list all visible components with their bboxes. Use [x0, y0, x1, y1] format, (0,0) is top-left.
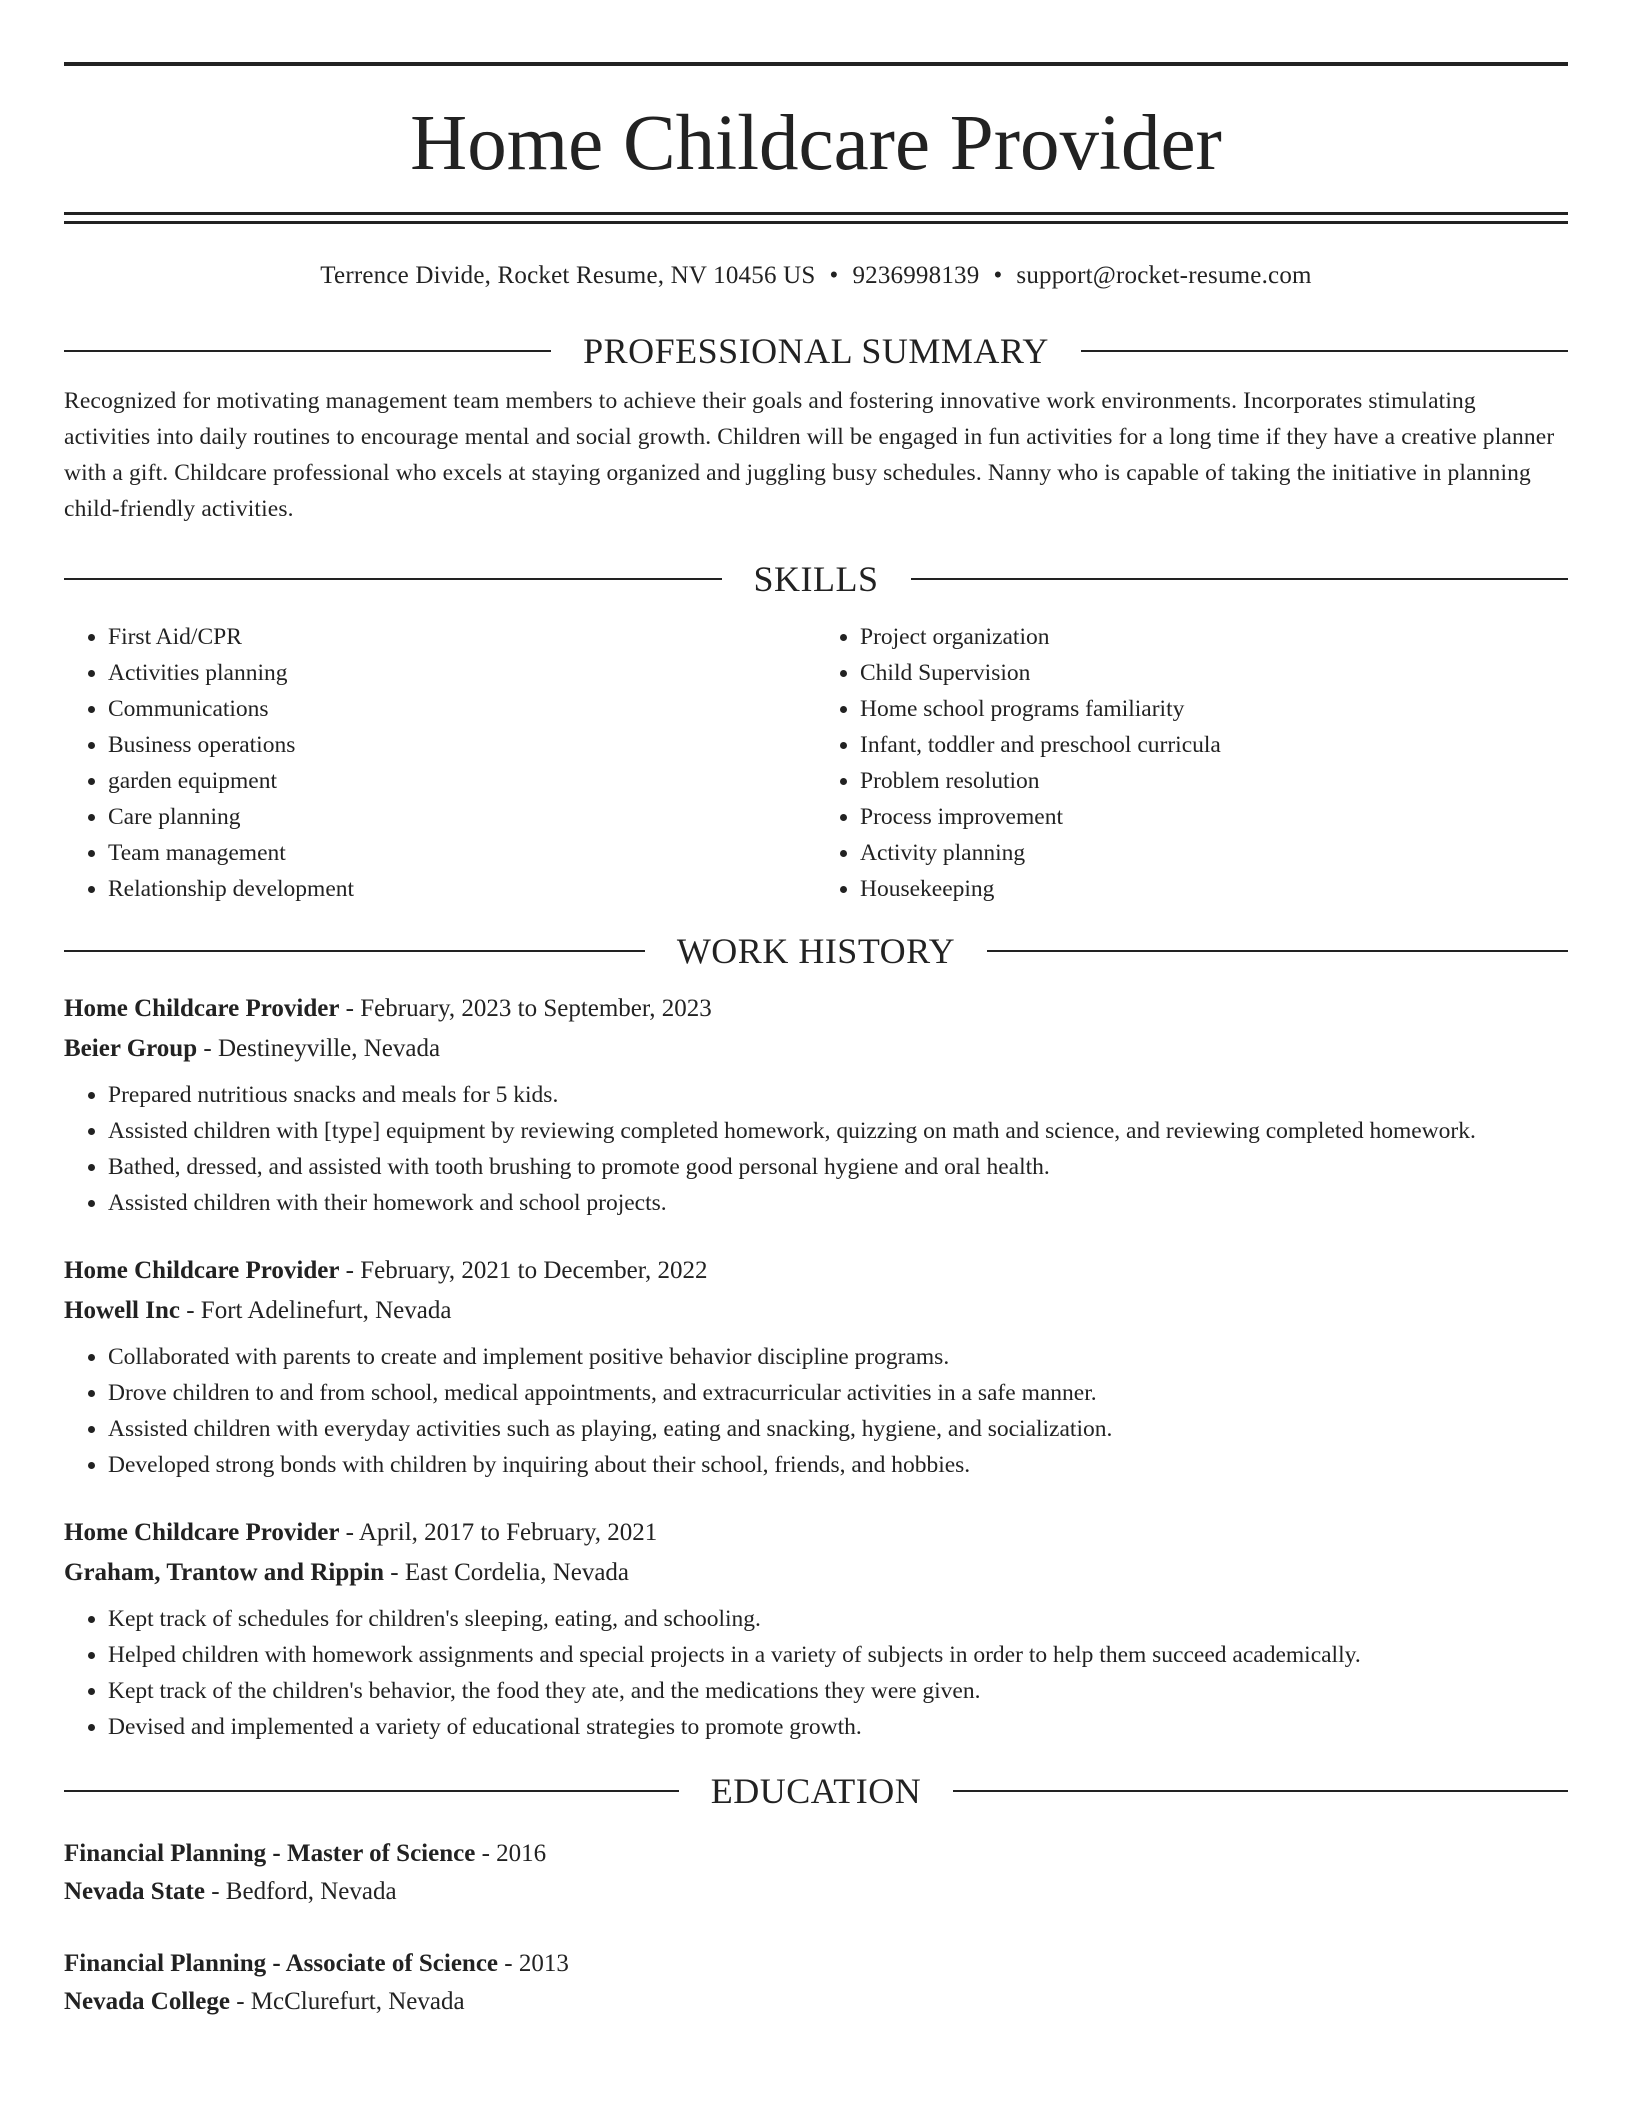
section-heading-skills [64, 559, 1568, 599]
job-role: Home Childcare Provider [64, 995, 340, 1022]
section-heading-work [64, 931, 1568, 971]
skill-item: • Activities planning [108, 655, 816, 691]
job-bullet: • Kept track of the children's behavior, the food they ate, and the medications they were given. [108, 1673, 1568, 1709]
skill-item: • Communications [108, 691, 816, 727]
education-year: 2016 [496, 1840, 547, 1867]
section-title: SKILLS [753, 559, 879, 599]
job-role: Home Childcare Provider [64, 1257, 340, 1284]
job-bullet: • Drove children to and from school, medical appointments, and extracurricular activities in a safe manner. [108, 1375, 1568, 1411]
job-bullets [64, 1077, 1568, 1221]
job-bullets [64, 1339, 1568, 1483]
skills-column-left [64, 619, 816, 907]
skills-column-right [816, 619, 1568, 907]
contact-phone: 9236998139 [852, 262, 980, 289]
skill-item: • Business operations [108, 727, 816, 763]
job-bullet: • Devised and implemented a variety of educational strategies to promote growth. [108, 1709, 1568, 1745]
job-title-line: Home Childcare Provider - April, 2017 to February, 2021 [64, 1519, 658, 1546]
job-role: Home Childcare Provider [64, 1519, 340, 1546]
education-field: Financial Planning [64, 1950, 267, 1977]
education-school: Nevada State [64, 1878, 205, 1905]
page-title: Home Childcare Provider [410, 100, 1222, 187]
education-school: Nevada College [64, 1988, 230, 2015]
contact-separator: • [829, 262, 839, 289]
summary-paragraph: Recognized for motivating management team members to achieve their goals and fostering innovative work environments. Incorporates stimulating activities into daily routines to encourage mental and social growth. Children will be engaged in fun activities for a long time if they have a creative planner with a gift. Childcare professional who excels at staying organized and juggling busy schedules. Nanny who is capable of taking the initiative in planning child-friendly activities. [64, 388, 1555, 522]
job-company: Beier Group [64, 1035, 198, 1062]
skill-item: • garden equipment [108, 763, 816, 799]
job-bullets [64, 1601, 1568, 1745]
divider [64, 578, 722, 580]
job-company-line: Graham, Trantow and Rippin - East Cordelia, Nevada [64, 1559, 630, 1586]
job-title-line: Home Childcare Provider - February, 2021 to December, 2022 [64, 1257, 708, 1284]
job-bullet: • Assisted children with their homework and school projects. [108, 1185, 1568, 1221]
education-degree-line: Financial Planning - Associate of Science - 2013 [64, 1950, 569, 1977]
section-title: EDUCATION [710, 1771, 922, 1811]
divider [953, 1790, 1568, 1792]
job-bullet: • Collaborated with parents to create and implement positive behavior discipline programs. [108, 1339, 1568, 1375]
education-location: McClurefurt, Nevada [250, 1988, 465, 2015]
job-dates: April, 2017 to February, 2021 [358, 1519, 658, 1546]
divider [64, 1790, 679, 1792]
education-degree: Associate of Science [285, 1950, 499, 1977]
divider [64, 950, 645, 952]
job-bullet: • Assisted children with everyday activities such as playing, eating and snacking, hygiene, and socialization. [108, 1411, 1568, 1447]
education-school-line: Nevada College - McClurefurt, Nevada [64, 1988, 465, 2015]
education-entry [64, 1945, 1568, 2021]
section-title: WORK HISTORY [676, 931, 956, 971]
job-bullet: • Helped children with homework assignments and special projects in a variety of subjects in order to help them succeed academically. [108, 1637, 1568, 1673]
job-entry [64, 1251, 1568, 1483]
job-bullet: • Bathed, dressed, and assisted with tooth brushing to promote good personal hygiene and oral health. [108, 1149, 1568, 1185]
skill-item: • Infant, toddler and preschool curricula [860, 727, 1568, 763]
skill-item: • Home school programs familiarity [860, 691, 1568, 727]
contact-email: support@rocket-resume.com [1016, 262, 1312, 289]
education-degree: Master of Science [286, 1840, 476, 1867]
skill-item: • Project organization [860, 619, 1568, 655]
job-dates: February, 2021 to December, 2022 [360, 1257, 708, 1284]
job-company-line: Howell Inc - Fort Adelinefurt, Nevada [64, 1297, 452, 1324]
job-bullet: • Developed strong bonds with children by inquiring about their school, friends, and hobbies. [108, 1447, 1568, 1483]
skill-item: • Activity planning [860, 835, 1568, 871]
skill-item: • Relationship development [108, 871, 816, 907]
divider [987, 950, 1568, 952]
education-school-line: Nevada State - Bedford, Nevada [64, 1878, 397, 1905]
section-heading-summary [64, 331, 1568, 371]
skill-item: • Care planning [108, 799, 816, 835]
job-location: Destineyville, Nevada [217, 1035, 441, 1062]
top-rule [64, 62, 1568, 66]
skill-item: • Team management [108, 835, 816, 871]
title-rule-lower [64, 221, 1568, 224]
job-entry [64, 1513, 1568, 1745]
job-dates: February, 2023 to September, 2023 [360, 995, 712, 1022]
contact-address: Terrence Divide, Rocket Resume, NV 10456 US [320, 262, 816, 289]
divider [1081, 350, 1568, 352]
job-bullet: • Kept track of schedules for children's sleeping, eating, and schooling. [108, 1601, 1568, 1637]
skill-item: • Process improvement [860, 799, 1568, 835]
contact-line [64, 261, 1568, 291]
job-company-line: Beier Group - Destineyville, Nevada [64, 1035, 441, 1062]
job-bullet: • Prepared nutritious snacks and meals for 5 kids. [108, 1077, 1568, 1113]
job-location: Fort Adelinefurt, Nevada [200, 1297, 452, 1324]
education-year: 2013 [518, 1950, 569, 1977]
job-title-line: Home Childcare Provider - February, 2023 to September, 2023 [64, 995, 712, 1022]
education-entry [64, 1835, 1568, 1911]
divider [64, 350, 551, 352]
education-location: Bedford, Nevada [225, 1878, 397, 1905]
skill-item: • Child Supervision [860, 655, 1568, 691]
contact-separator: • [993, 262, 1003, 289]
education-degree-line: Financial Planning - Master of Science - 2016 [64, 1840, 547, 1867]
job-company: Graham, Trantow and Rippin [64, 1559, 384, 1586]
education-field: Financial Planning [64, 1840, 267, 1867]
skills-list [64, 619, 1568, 907]
section-heading-education [64, 1771, 1568, 1811]
job-entry [64, 989, 1568, 1221]
divider [911, 578, 1569, 580]
job-location: East Cordelia, Nevada [404, 1559, 630, 1586]
job-company: Howell Inc [64, 1297, 180, 1324]
title-rule-upper [64, 212, 1568, 215]
job-bullet: • Assisted children with [type] equipment by reviewing completed homework, quizzing on math and science, and reviewing completed homework. [108, 1113, 1568, 1149]
skill-item: • Housekeeping [860, 871, 1568, 907]
skill-item: • First Aid/CPR [108, 619, 816, 655]
section-title: PROFESSIONAL SUMMARY [583, 331, 1049, 371]
skill-item: • Problem resolution [860, 763, 1568, 799]
